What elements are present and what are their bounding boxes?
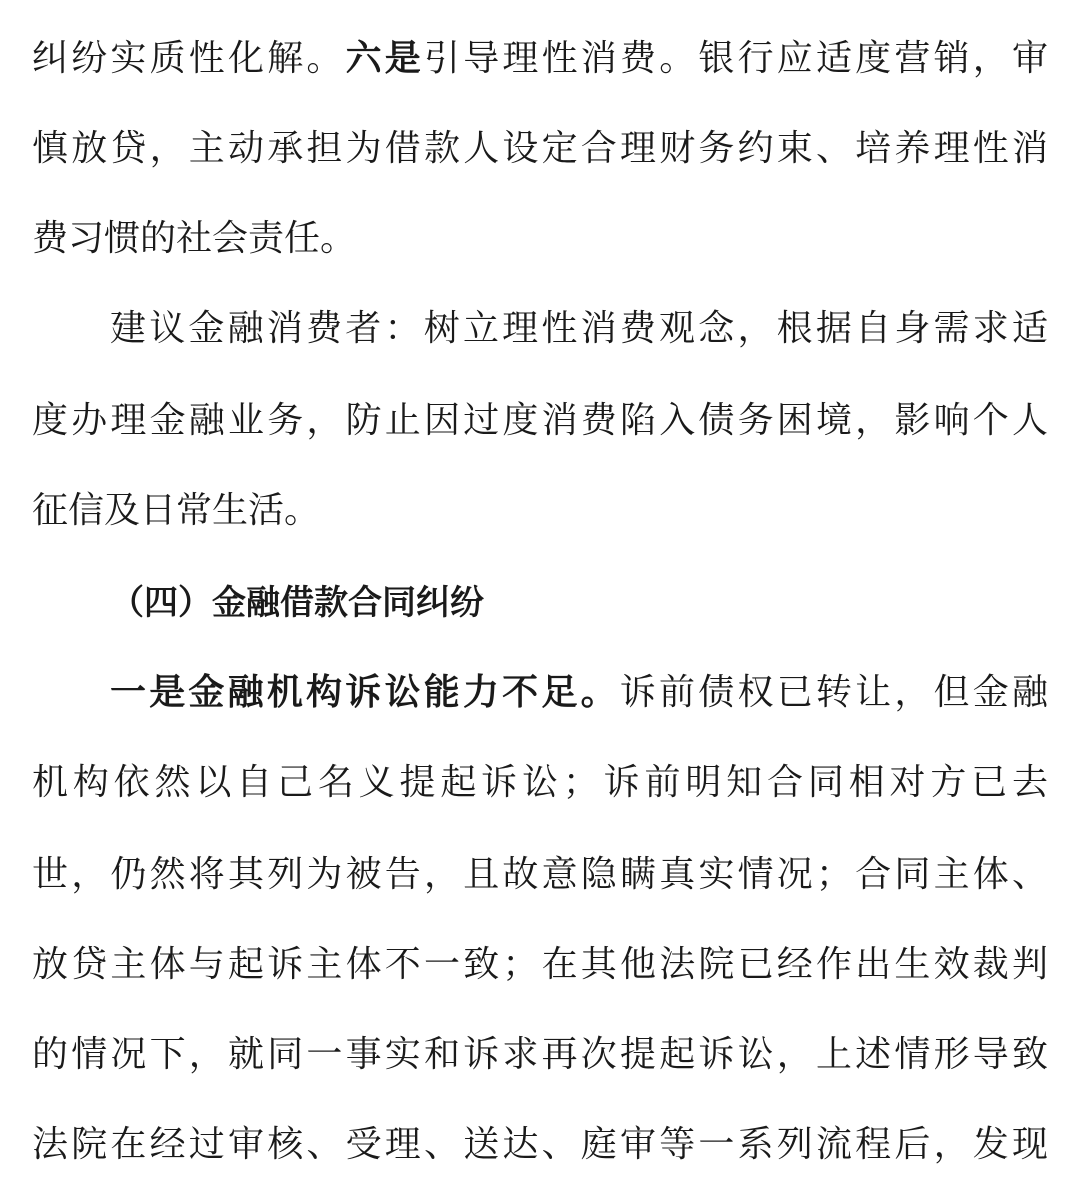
para1-line3: 费习惯的社会责任。 <box>32 218 357 259</box>
para1-text-a: 纠纷实质性化解。 <box>32 38 346 79</box>
para2-line2: 度办理金融业务，防止因过度消费陷入债务困境，影响个人 <box>32 400 1048 441</box>
para3-bold-lead: 一是金融机构诉讼能力不足。 <box>110 672 620 713</box>
para3-line4: 放贷主体与起诉主体不一致；在其他法院已经作出生效裁判 <box>32 944 1048 985</box>
para3-line3: 世，仍然将其列为被告，且故意隐瞒真实情况；合同主体、 <box>32 854 1048 895</box>
para1-bold-six: 六是 <box>345 38 424 79</box>
para3-text-rest: 诉前债权已转让，但金融 <box>619 672 1048 713</box>
section-heading: （四）金融借款合同纠纷 <box>110 583 484 623</box>
para1-line1 <box>32 34 1048 84</box>
para3-line5: 的情况下，就同一事实和诉求再次提起诉讼，上述情形导致 <box>32 1034 1048 1075</box>
para2-line3: 征信及日常生活。 <box>32 490 321 531</box>
para3-line1 <box>110 668 1048 718</box>
para3-line2: 机构依然以自己名义提起诉讼；诉前明知合同相对方已去 <box>32 762 1048 803</box>
para1-line2: 慎放贷，主动承担为借款人设定合理财务约束、培养理性消 <box>32 128 1048 169</box>
para1-text-b: 引导理性消费。银行应适度营销，审 <box>424 38 1048 79</box>
para2-line1: 建议金融消费者：树立理性消费观念，根据自身需求适 <box>110 308 1048 349</box>
para3-line6: 法院在经过审核、受理、送达、庭审等一系列流程后，发现 <box>32 1124 1048 1165</box>
